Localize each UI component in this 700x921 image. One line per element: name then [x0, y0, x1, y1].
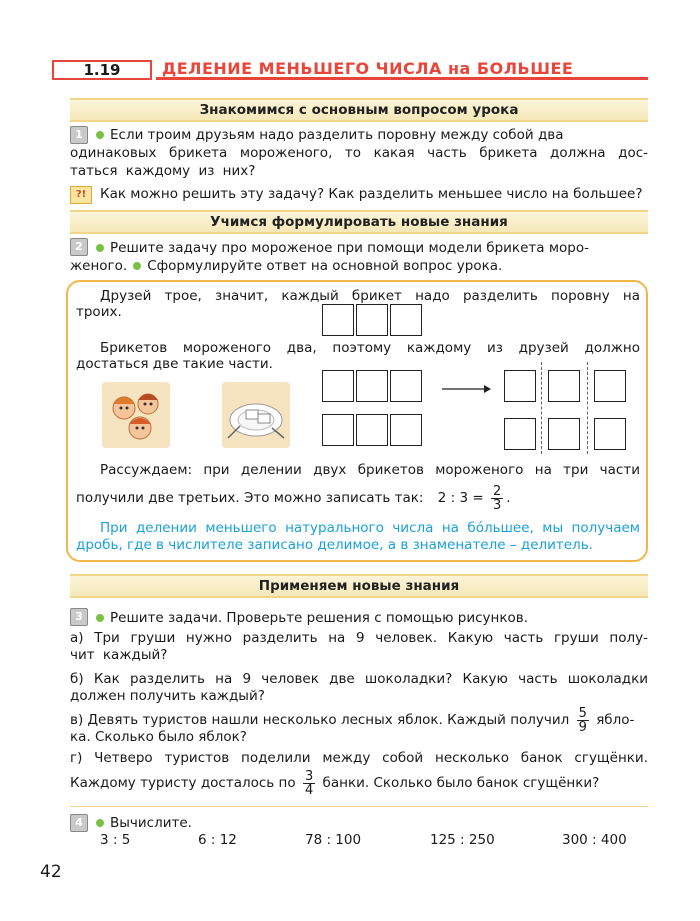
- lesson-number: 1.19: [83, 61, 121, 79]
- box-p1-line2: троих.: [76, 304, 122, 320]
- green-dot-icon: [133, 262, 141, 270]
- section-title-learn: [70, 210, 648, 234]
- fraction-five-ninths: $\frac{5}{9}$: [578, 705, 587, 735]
- brick-cell: [390, 304, 422, 336]
- task4-item: 125 : 250: [430, 832, 495, 848]
- ice-cream-plate-illustration: [222, 382, 290, 448]
- dashed-divider: [541, 362, 542, 454]
- task1-line2: одинаковых брикета мороженого, то какая часть брикета должна дос-: [70, 145, 648, 161]
- part-cell: [548, 418, 580, 450]
- task2-line2: женого. Сформулируйте ответ на основной вопрос урока.: [70, 258, 503, 274]
- arrow-right-icon: [440, 382, 492, 396]
- task3-b-line2: должен получить каждый?: [70, 688, 265, 704]
- part-cell: [594, 418, 626, 450]
- page-number: 42: [40, 862, 62, 882]
- brick-cell: [356, 304, 388, 336]
- brick-cell: [390, 370, 422, 402]
- question-text: Как можно решить эту задачу? Как разделить меньшее число на большее?: [100, 186, 643, 202]
- part-cell: [548, 370, 580, 402]
- task4-item: 6 : 12: [198, 832, 237, 848]
- lesson-title-bar: [156, 60, 648, 80]
- green-dot-icon: [96, 244, 104, 252]
- task-number-3: 3: [70, 608, 88, 626]
- task3-d-line2: Каждому туристу досталось по $\frac{3}{4}$ банки. Сколько было банок сгущёнки?: [70, 768, 600, 798]
- green-dot-icon: [96, 131, 104, 139]
- task1-line3: таться каждому из них?: [70, 163, 256, 179]
- rule-line2: дробь, где в числителе записано делимое, а в знаменателе – делитель.: [76, 537, 593, 553]
- faces-icon: [102, 382, 170, 448]
- brick-cell: [356, 414, 388, 446]
- task4-item: 3 : 5: [100, 832, 131, 848]
- section-title-apply: [70, 574, 648, 598]
- lesson-title: ДЕЛЕНИЕ МЕНЬШЕГО ЧИСЛА на БОЛЬШЕЕ: [162, 59, 574, 78]
- task4-item: 78 : 100: [305, 832, 362, 848]
- brick-cell: [322, 414, 354, 446]
- task-number-1: 1: [70, 126, 88, 144]
- task4-item: 300 : 400: [562, 832, 627, 848]
- task-number-4: 4: [70, 814, 88, 832]
- part-cell: [504, 370, 536, 402]
- rule-line1: При делении меньшего натурального числа на бóльшее, мы получаем: [100, 520, 640, 536]
- part-cell: [594, 370, 626, 402]
- section-title-text: Применяем новые знания: [258, 578, 460, 594]
- task4-intro: Вычислите.: [90, 815, 648, 832]
- task3-a-line1: а) Три груши нужно разделить на 9 человек. Какую часть груши полу-: [70, 630, 648, 646]
- section-title-intro: [70, 98, 648, 122]
- fraction-two-thirds: $\frac{2}{3}$: [492, 483, 502, 513]
- divider: [70, 806, 648, 807]
- green-dot-icon: [96, 614, 104, 622]
- task3-a-line2: чит каждый?: [70, 647, 168, 663]
- plate-icon: [222, 382, 290, 448]
- part-cell: [504, 418, 536, 450]
- task3-c-line2: ка. Сколько было яблок?: [70, 729, 247, 745]
- task3-b-line1: б) Как разделить на 9 человек две шоколадки? Какую часть шоколадки: [70, 671, 648, 687]
- box-p2-line1: Брикетов мороженого два, поэтому каждому из друзей должно: [100, 340, 640, 356]
- box-p1-line1: Друзей трое, значит, каждый брикет надо разделить поровну на: [100, 288, 640, 304]
- task1-line1: Если троим друзьям надо разделить поровну между собой два: [90, 127, 648, 144]
- lesson-number-box: [52, 60, 152, 80]
- task-number-2: 2: [70, 238, 88, 256]
- task3-c-line1: в) Девять туристов нашли несколько лесных яблок. Каждый получил $\frac{5}{9}$ ябло-: [70, 705, 635, 735]
- brick-cell: [390, 414, 422, 446]
- task2-line1: Решите задачу про мороженое при помощи модели брикета моро-: [90, 240, 648, 257]
- task3-d-line1: г) Четверо туристов поделили между собой несколько банок сгущёнки.: [70, 750, 648, 766]
- fraction-three-quarters: $\frac{3}{4}$: [304, 768, 314, 798]
- dashed-divider: [587, 362, 588, 454]
- box-reason-line2: получили две третьих. Это можно записать так: 2 : 3 = $\frac{2}{3}$ .: [76, 483, 511, 513]
- question-icon: ?!: [70, 186, 92, 204]
- box-p2-line2: достаться две такие части.: [76, 356, 273, 372]
- three-friends-illustration: [102, 382, 170, 448]
- green-dot-icon: [96, 819, 104, 827]
- brick-cell: [322, 370, 354, 402]
- brick-cell: [322, 304, 354, 336]
- brick-cell: [356, 370, 388, 402]
- lesson-header: [52, 60, 648, 82]
- task3-intro: Решите задачи. Проверьте решения с помощью рисунков.: [90, 610, 648, 627]
- section-title-text: Учимся формулировать новые знания: [210, 214, 508, 230]
- box-reason-line1: Рассуждаем: при делении двух брикетов мороженого на три части: [100, 462, 640, 478]
- section-title-text: Знакомимся с основным вопросом урока: [199, 102, 519, 118]
